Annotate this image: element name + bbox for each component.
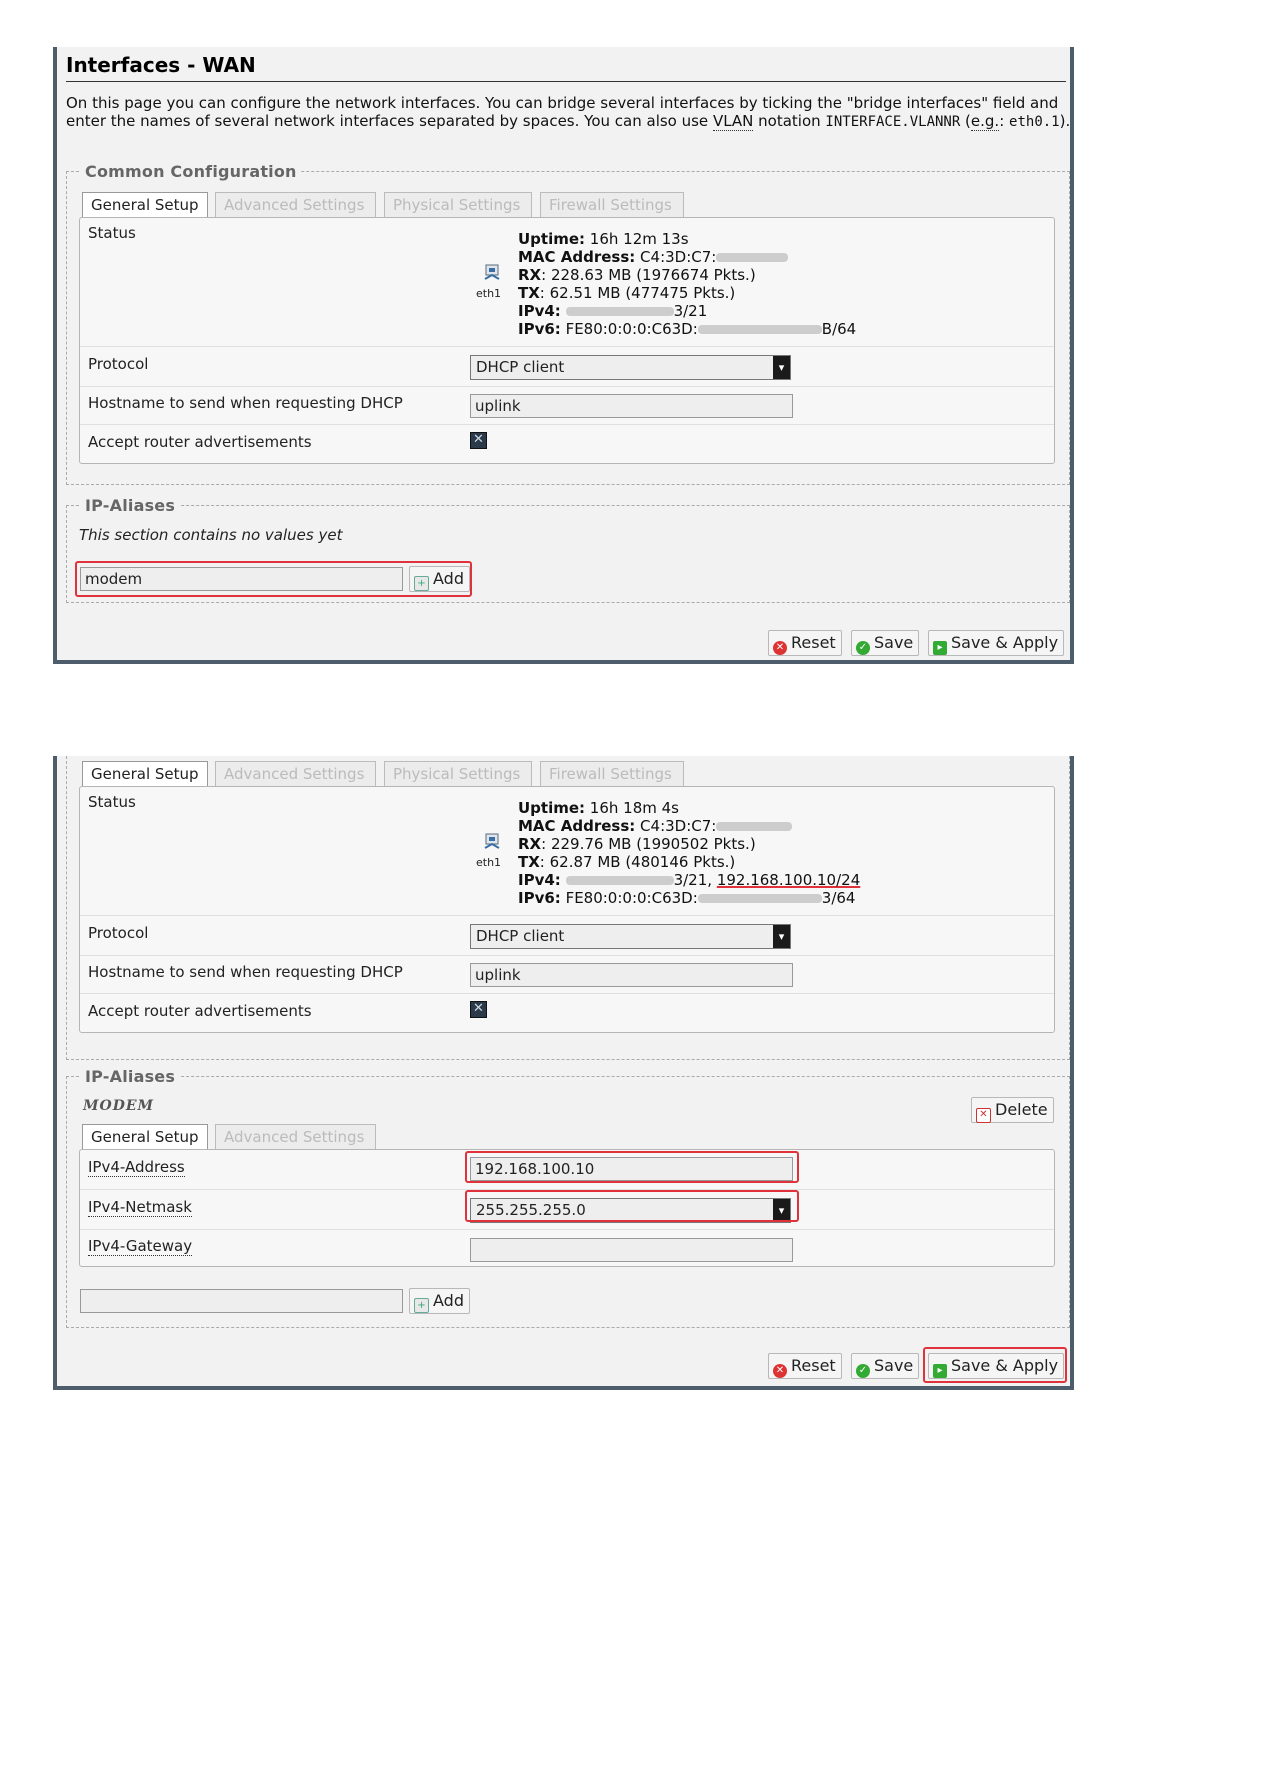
tx-value: : 62.51 MB (477475 Pkts.) — [539, 284, 736, 302]
highlight-ipv4-address — [465, 1151, 799, 1183]
eg-abbr: e.g. — [970, 112, 1000, 130]
highlight-ipv4-netmask — [465, 1190, 799, 1222]
hostname-row — [80, 386, 1054, 425]
add-button-label: Add — [433, 569, 464, 588]
ipv6-value: FE80:0:0:0:C63D: — [560, 320, 698, 338]
apply-icon: ▸ — [933, 641, 947, 655]
save-button[interactable] — [851, 630, 919, 656]
chevron-down-icon: ▾ — [773, 925, 790, 948]
status-label: Status — [88, 224, 136, 242]
rx-value: : 228.63 MB (1976674 Pkts.) — [541, 266, 756, 284]
interface-config-panel-after — [53, 756, 1074, 1390]
mac-key: MAC Address: — [518, 817, 636, 835]
ipv6-line — [518, 890, 855, 907]
accept-ra-label: Accept router advertisements — [88, 1002, 312, 1020]
alias-section-title: MODEM — [83, 1098, 155, 1114]
redacted-blur — [566, 876, 674, 885]
ipv6-suffix: B/64 — [821, 320, 857, 338]
ipv4-key: IPv4: — [518, 302, 561, 320]
accept-ra-row — [80, 993, 1054, 1032]
uptime-line — [518, 800, 679, 817]
redacted-blur — [566, 307, 674, 316]
uptime-line — [518, 231, 689, 248]
tx-key: TX — [518, 853, 540, 871]
add-button-label: Add — [433, 1291, 464, 1310]
save-apply-button[interactable] — [928, 630, 1064, 656]
rx-value: : 229.76 MB (1990502 Pkts.) — [541, 835, 756, 853]
apply-icon: ▸ — [933, 1364, 947, 1378]
tab-firewall-settings[interactable]: Firewall Settings — [540, 761, 684, 786]
save-button-label: Save — [874, 1356, 914, 1375]
accept-ra-label: Accept router advertisements — [88, 433, 312, 451]
mac-key: MAC Address: — [518, 248, 636, 266]
interface-name: eth1 — [476, 287, 502, 300]
general-setup-content — [79, 217, 1055, 464]
description-text: ( — [960, 112, 971, 130]
ipv4-address-input[interactable]: 192.168.100.10 — [470, 1157, 793, 1181]
protocol-label: Protocol — [88, 924, 149, 942]
reset-button-label: Reset — [791, 633, 836, 652]
checkmark-icon: ✓ — [856, 1364, 870, 1378]
save-apply-button-label: Save & Apply — [951, 633, 1059, 652]
vlan-abbr: VLAN — [712, 112, 754, 130]
ipv4-value: 3/21 — [673, 302, 708, 320]
new-alias-name-input[interactable]: modem — [80, 567, 403, 591]
reset-icon: ✕ — [773, 641, 787, 655]
protocol-row — [80, 346, 1054, 387]
rx-line — [518, 836, 756, 853]
ipv4-key: IPv4: — [518, 871, 561, 889]
redacted-blur — [698, 325, 822, 334]
description-text: : — [999, 112, 1010, 130]
ipv4-value: 3/21, — [673, 871, 717, 889]
add-icon: + — [414, 576, 429, 591]
ipv4-address-label: IPv4-Address — [88, 1158, 185, 1176]
network-port-icon — [482, 263, 502, 283]
network-port-icon — [482, 832, 502, 852]
protocol-label: Protocol — [88, 355, 149, 373]
ipv4-netmask-label: IPv4-Netmask — [88, 1198, 192, 1216]
netmask-selected-value: 255.255.255.0 — [476, 1201, 586, 1219]
reset-button[interactable] — [768, 630, 842, 656]
tab-general-setup[interactable]: General Setup — [82, 761, 208, 788]
redacted-blur — [698, 894, 822, 903]
common-configuration-legend: Common Configuration — [81, 162, 301, 181]
tab-general-setup[interactable]: General Setup — [82, 192, 208, 219]
tx-value: : 62.87 MB (480146 Pkts.) — [539, 853, 736, 871]
protocol-selected-value: DHCP client — [476, 927, 565, 945]
ipv6-line — [518, 321, 856, 338]
mac-line — [518, 249, 788, 266]
uptime-value: 16h 18m 4s — [585, 799, 679, 817]
ipv6-suffix: 3/64 — [821, 889, 856, 907]
mac-value: C4:3D:C7: — [635, 248, 717, 266]
tab-physical-settings[interactable]: Physical Settings — [384, 761, 532, 786]
rx-key: RX — [518, 266, 542, 284]
uptime-key: Uptime: — [518, 799, 586, 817]
hostname-label: Hostname to send when requesting DHCP — [88, 394, 403, 412]
ip-aliases-legend: IP-Aliases — [81, 496, 179, 515]
ipv6-key: IPv6: — [518, 320, 561, 338]
delete-icon: ✕ — [976, 1108, 991, 1123]
tx-line — [518, 285, 735, 302]
delete-button-label: Delete — [995, 1100, 1048, 1119]
accept-ra-checkbox[interactable]: ✕ — [470, 432, 487, 449]
page-description — [66, 94, 1071, 131]
add-alias-button[interactable] — [409, 1288, 470, 1314]
accept-ra-row — [80, 424, 1054, 463]
description-text: ). — [1059, 112, 1071, 130]
rx-key: RX — [518, 835, 542, 853]
protocol-select[interactable] — [470, 355, 791, 380]
protocol-select[interactable] — [470, 924, 791, 949]
redacted-blur — [716, 822, 792, 831]
ip-aliases-legend: IP-Aliases — [81, 1067, 179, 1086]
save-button-label: Save — [874, 633, 914, 652]
tab-alias-general-setup[interactable]: General Setup — [82, 1124, 208, 1151]
mac-line — [518, 818, 792, 835]
add-icon: + — [414, 1298, 429, 1313]
rx-line — [518, 267, 756, 284]
chevron-down-icon: ▾ — [773, 356, 790, 379]
accept-ra-checkbox[interactable]: ✕ — [470, 1001, 487, 1018]
ipv4-gateway-label: IPv4-Gateway — [88, 1237, 193, 1255]
general-setup-content — [79, 786, 1055, 1033]
description-text: notation — [753, 112, 826, 130]
tx-key: TX — [518, 284, 540, 302]
hostname-row — [80, 955, 1054, 994]
hostname-input[interactable]: uplink — [470, 394, 793, 418]
delete-alias-button[interactable] — [971, 1097, 1054, 1123]
vlan-notation-code: INTERFACE.VLANNR — [825, 114, 961, 130]
protocol-row — [80, 915, 1054, 956]
chevron-down-icon: ▾ — [773, 1199, 790, 1222]
no-values-message: This section contains no values yet — [79, 526, 343, 544]
protocol-selected-value: DHCP client — [476, 358, 565, 376]
highlight-save-apply — [923, 1347, 1067, 1383]
tab-advanced-settings[interactable]: Advanced Settings — [215, 192, 376, 217]
ipv4-gateway-input[interactable] — [470, 1238, 793, 1262]
save-button[interactable] — [851, 1353, 919, 1379]
reset-button[interactable] — [768, 1353, 842, 1379]
ipv4-line — [518, 872, 860, 889]
tab-physical-settings[interactable]: Physical Settings — [384, 192, 532, 217]
description-text: On this page you can configure the network interfaces. You can bridge several interfaces by ticking the "bridge interfaces" field and enter the names of several network interfaces separated by spaces. You can also use — [66, 94, 1059, 130]
ipv4-line — [518, 303, 707, 320]
example-code: eth0.1 — [1009, 114, 1060, 130]
ipv4-alias-address: 192.168.100.10/24 — [716, 871, 861, 889]
reset-button-label: Reset — [791, 1356, 836, 1375]
reset-icon: ✕ — [773, 1364, 787, 1378]
uptime-value: 16h 12m 13s — [585, 230, 689, 248]
hostname-label: Hostname to send when requesting DHCP — [88, 963, 403, 981]
ipv6-key: IPv6: — [518, 889, 561, 907]
new-alias-name-input[interactable] — [80, 1289, 403, 1313]
ipv6-value: FE80:0:0:0:C63D: — [560, 889, 698, 907]
tab-firewall-settings[interactable]: Firewall Settings — [540, 192, 684, 217]
checkmark-icon: ✓ — [856, 641, 870, 655]
ipv4-gateway-row — [80, 1229, 1054, 1268]
uptime-key: Uptime: — [518, 230, 586, 248]
save-apply-button-label: Save & Apply — [951, 1356, 1059, 1375]
tx-line — [518, 854, 735, 871]
tab-advanced-settings[interactable]: Advanced Settings — [215, 761, 376, 786]
redacted-blur — [716, 253, 788, 262]
status-label: Status — [88, 793, 136, 811]
tab-alias-advanced-settings[interactable]: Advanced Settings — [215, 1124, 376, 1149]
highlight-add-alias — [75, 561, 472, 597]
mac-value: C4:3D:C7: — [635, 817, 717, 835]
interface-name: eth1 — [476, 856, 502, 869]
hostname-input[interactable]: uplink — [470, 963, 793, 987]
interface-config-panel-before — [53, 47, 1074, 664]
page-title: Interfaces - WAN — [66, 53, 1066, 82]
